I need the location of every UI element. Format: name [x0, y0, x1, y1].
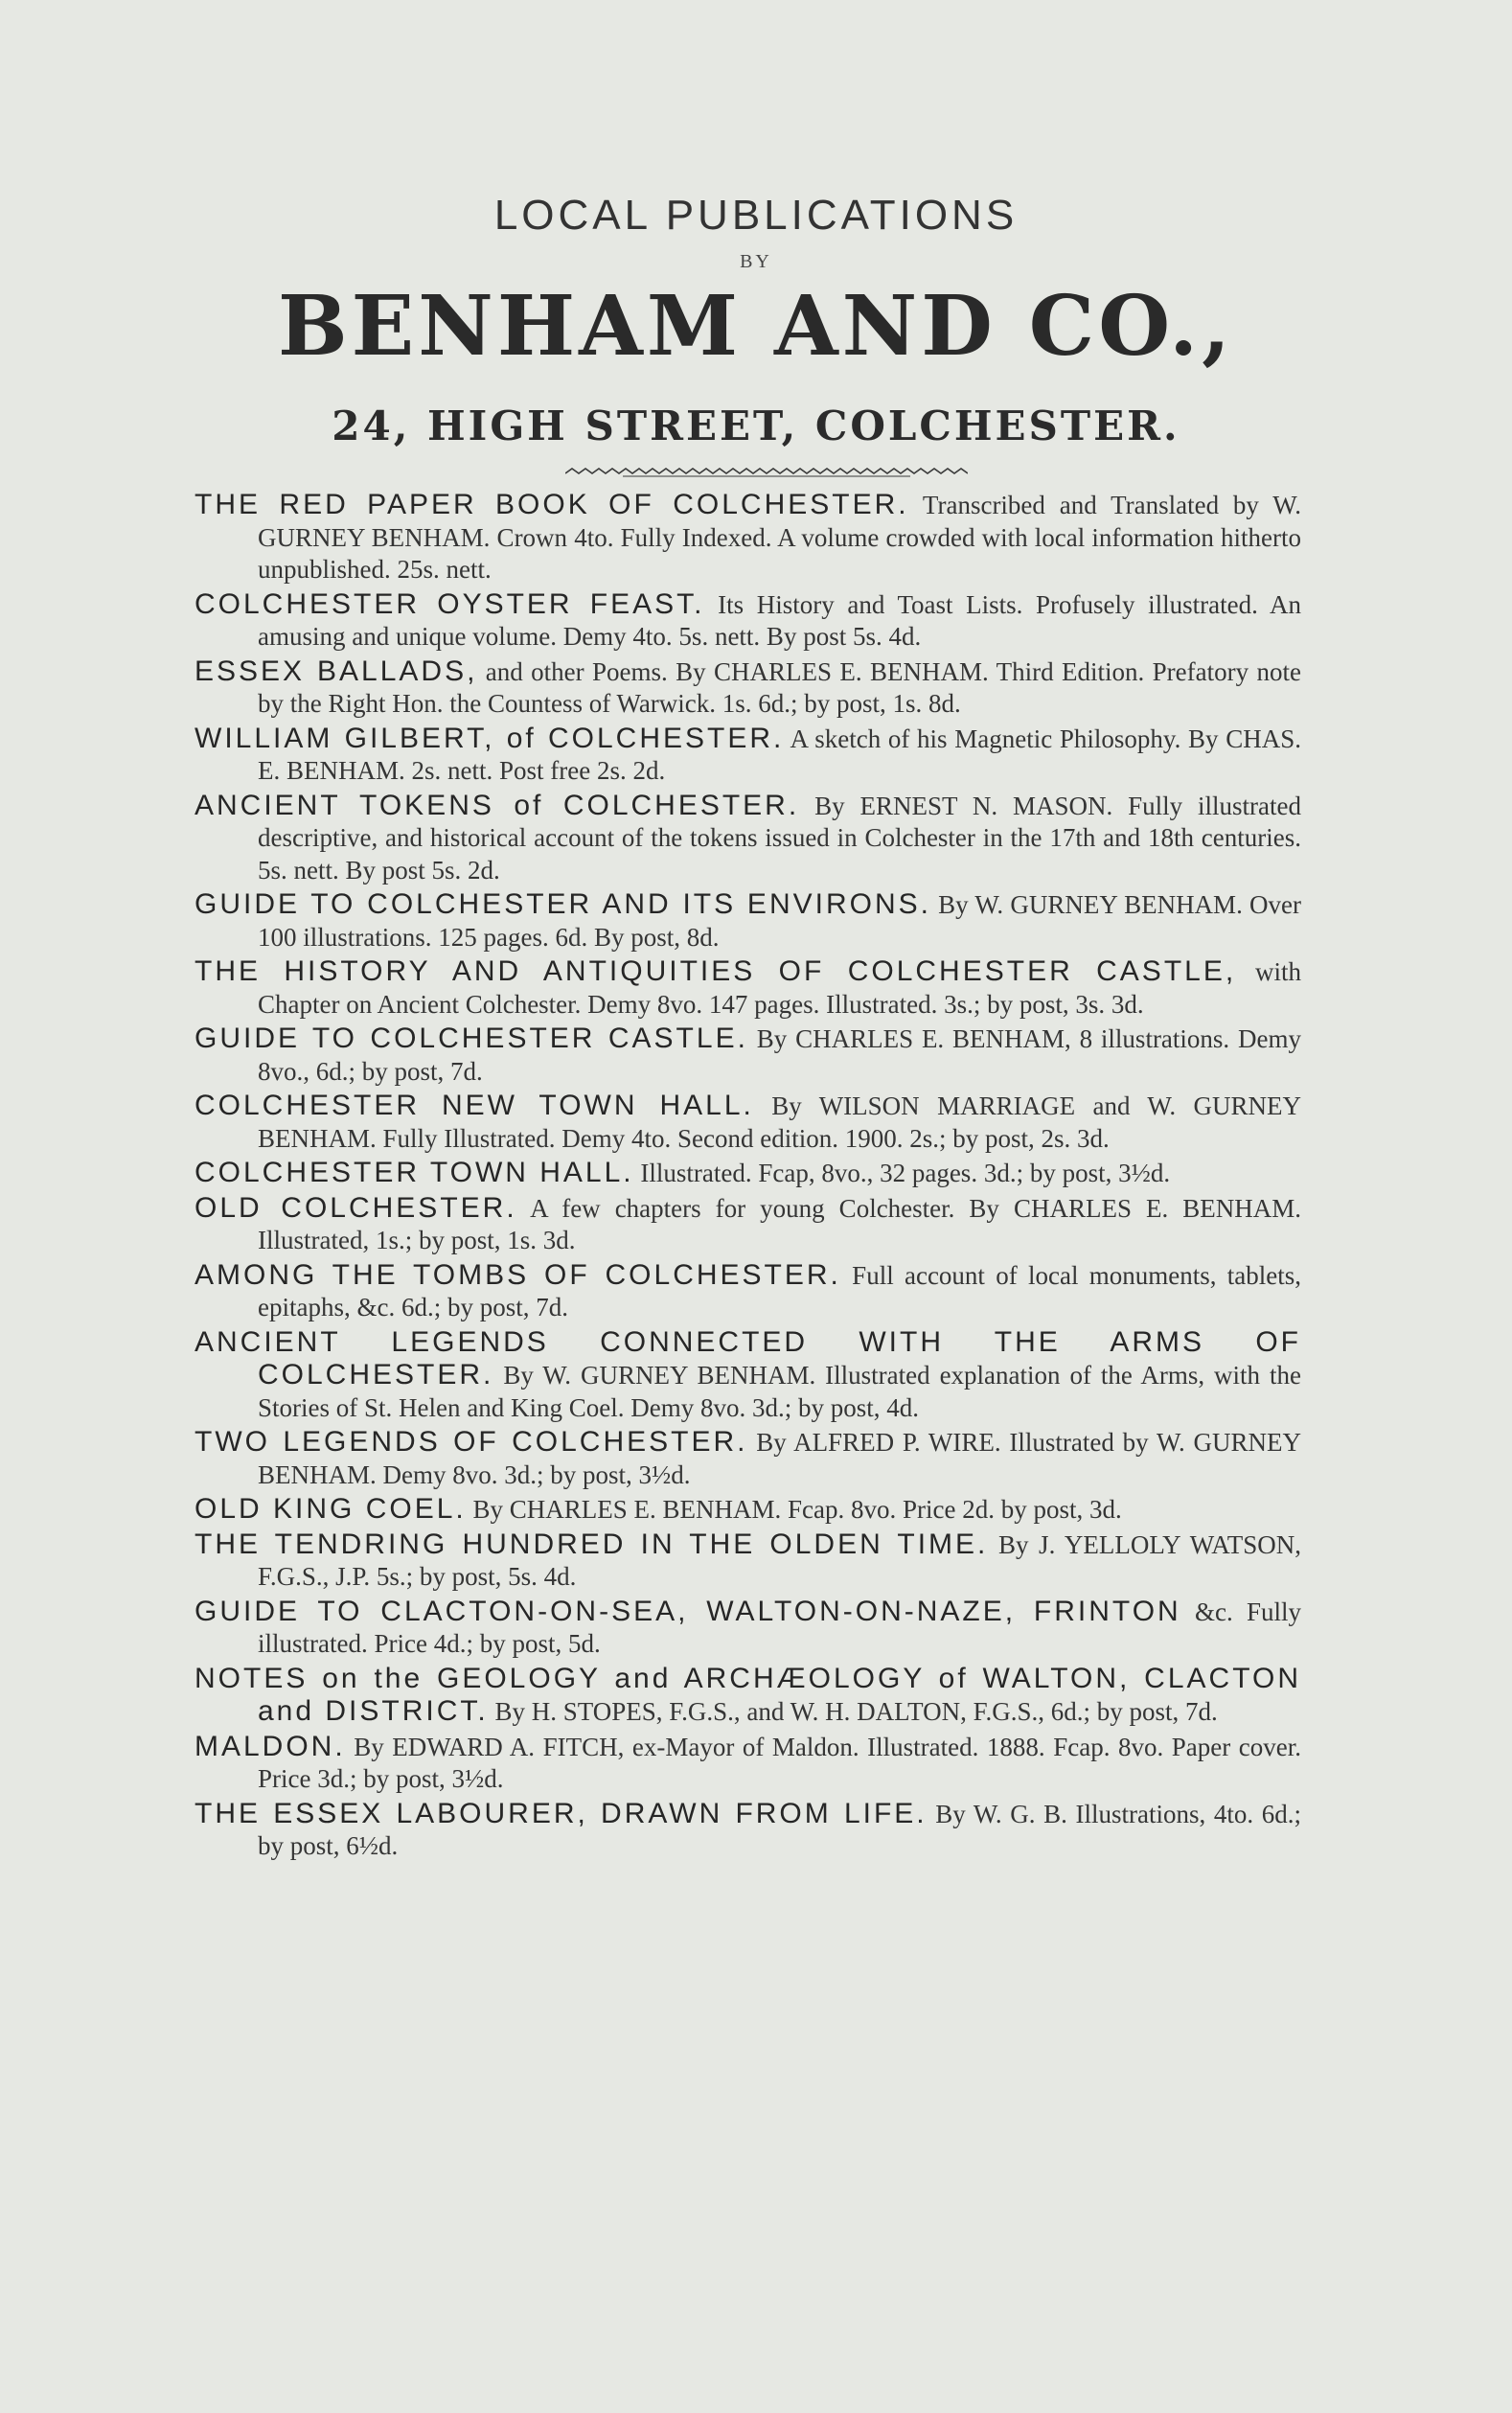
publisher-name: BENHAM AND CO., [277, 278, 1235, 375]
publication-title: GUIDE TO COLCHESTER AND ITS ENVIRONS. [195, 888, 931, 920]
publication-description: A few chapters for young Colchester. By CHARLES E. BENHAM. Illustrated, 1s.; by post, 1s. 3d. [258, 1193, 1301, 1254]
publication-entry [195, 1259, 1301, 1324]
publisher-address: 24, HIGH STREET, COLCHESTER. [332, 402, 1180, 449]
publication-description: Its History and Toast Lists. Profusely illustrated. An amusing and unique volume. Demy 4to. 5s. nett. By post 5s. 4d. [258, 589, 1301, 651]
publication-title: TWO LEGENDS OF COLCHESTER. [195, 1426, 748, 1458]
publication-entry [195, 1192, 1301, 1257]
publication-description: By W. G. B. Illustrations, 4to. 6d.; by post, 6½d. [258, 1799, 1301, 1860]
publication-title: OLD COLCHESTER. [195, 1191, 517, 1224]
publication-title: ANCIENT TOKENS of COLCHESTER. [195, 789, 800, 821]
publication-entry [195, 1426, 1301, 1491]
publication-title: THE ESSEX LABOURER, DRAWN FROM LIFE. [195, 1797, 928, 1829]
publication-title: COLCHESTER TOWN HALL. [195, 1157, 634, 1188]
publication-title: ANCIENT LEGENDS CONNECTED WITH THE ARMS OF COLCHESTER. [195, 1325, 1301, 1390]
publication-description: with Chapter on Ancient Colchester. Demy 8vo. 147 pages. Illustrated. 3s.; by post, 3s. 3d. [258, 957, 1301, 1019]
publication-description: and other Poems. By CHARLES E. BENHAM. Third Edition. Prefatory note by the Right Hon. the Countess of Warwick. 1s. 6d.; by post, 1s. 8d. [258, 656, 1301, 718]
publication-title: THE HISTORY AND ANTIQUITIES OF COLCHESTER CASTLE, [195, 955, 1237, 987]
publication-description: By H. STOPES, F.G.S., and W. H. DALTON, F.G.S., 6d.; by post, 7d. [488, 1697, 1218, 1726]
publication-description: Transcribed and Translated by W. GURNEY BENHAM. Crown 4to. Fully Indexed. A volume crowded with local information hitherto unpublished. 25s. nett. [258, 491, 1301, 584]
publication-title: GUIDE TO CLACTON-ON-SEA, WALTON-ON-NAZE, FRINTON [195, 1595, 1181, 1627]
publication-description: By ERNEST N. MASON. Fully illustrated descriptive, and historical account of the tokens issued in Colchester in the 17th and 18th centuries. 5s. nett. By post 5s. 2d. [258, 791, 1301, 885]
publication-entry [195, 1326, 1301, 1425]
publication-title: OLD KING COEL. [195, 1493, 467, 1525]
publication-title: WILLIAM GILBERT, of COLCHESTER. [195, 722, 785, 754]
by-line: BY [740, 251, 772, 272]
publication-title: THE TENDRING HUNDRED IN THE OLDEN TIME. [195, 1528, 989, 1560]
publication-title: NOTES on the GEOLOGY and ARCHÆOLOGY of WALTON, CLACTON and DISTRICT. [195, 1662, 1301, 1727]
publication-entry [195, 888, 1301, 954]
publication-description: By EDWARD A. FITCH, ex-Mayor of Maldon. Illustrated. 1888. Fcap. 8vo. Paper cover. Price 3d.; by post, 3½d. [258, 1732, 1301, 1793]
publication-list [195, 489, 1301, 1865]
publication-entry [195, 489, 1301, 586]
publication-description: A sketch of his Magnetic Philosophy. By CHAS. E. BENHAM. 2s. nett. Post free 2s. 2d. [258, 724, 1301, 785]
publication-description: By J. YELLOLY WATSON, F.G.S., J.P. 5s.; by post, 5s. 4d. [258, 1529, 1302, 1591]
publication-entry [195, 1596, 1301, 1661]
publication-entry [195, 1663, 1301, 1729]
publication-description: &c. Fully illustrated. Price 4d.; by post, 5d. [258, 1597, 1301, 1658]
publication-description: Illustrated. Fcap, 8vo., 32 pages. 3d.; by post, 3½d. [633, 1159, 1171, 1187]
publication-description: By WILSON MARRIAGE and W. GURNEY BENHAM. Fully Illustrated. Demy 4to. Second edition. 1900. 2s.; by post, 2s. 3d. [258, 1092, 1301, 1153]
publication-entry [195, 1090, 1301, 1155]
publication-description: By W. GURNEY BENHAM. Illustrated explanation of the Arms, with the Stories of St. Helen and King Coel. Demy 8vo. 3d.; by post, 4d. [258, 1361, 1301, 1422]
publication-title: COLCHESTER NEW TOWN HALL. [195, 1090, 754, 1121]
publication-entry [195, 1528, 1301, 1594]
publication-description: By CHARLES E. BENHAM, 8 illustrations. Demy 8vo., 6d.; by post, 7d. [258, 1024, 1301, 1086]
publication-title: THE RED PAPER BOOK OF COLCHESTER. [195, 489, 909, 520]
publication-title: GUIDE TO COLCHESTER CASTLE. [195, 1023, 748, 1054]
publication-title: AMONG THE TOMBS OF COLCHESTER. [195, 1258, 841, 1291]
publication-entry [195, 1493, 1301, 1527]
publication-description: By CHARLES E. BENHAM. Fcap. 8vo. Price 2d. by post, 3d. [466, 1495, 1122, 1524]
publication-description: Full account of local monuments, tablets, epitaphs, &c. 6d.; by post, 7d. [258, 1260, 1301, 1321]
publication-entry [195, 955, 1301, 1021]
publication-entry [195, 790, 1301, 887]
publication-title: ESSEX BALLADS, [195, 655, 478, 687]
ornamental-rule [565, 466, 968, 481]
publication-entry [195, 1798, 1301, 1863]
publication-entry [195, 1731, 1301, 1796]
publication-entry [195, 1023, 1301, 1088]
publication-title: MALDON. [195, 1730, 346, 1762]
publication-entry [195, 723, 1301, 788]
publication-entry [195, 1157, 1301, 1190]
local-publications-heading: LOCAL PUBLICATIONS [493, 192, 1019, 239]
publication-title: COLCHESTER OYSTER FEAST. [195, 587, 705, 620]
publication-description: By W. GURNEY BENHAM. Over 100 illustrations. 125 pages. 6d. By post, 8d. [258, 890, 1301, 952]
publication-entry [195, 655, 1301, 721]
publication-entry [195, 588, 1301, 654]
publication-description: By ALFRED P. WIRE. Illustrated by W. GURNEY BENHAM. Demy 8vo. 3d.; by post, 3½d. [258, 1428, 1301, 1489]
